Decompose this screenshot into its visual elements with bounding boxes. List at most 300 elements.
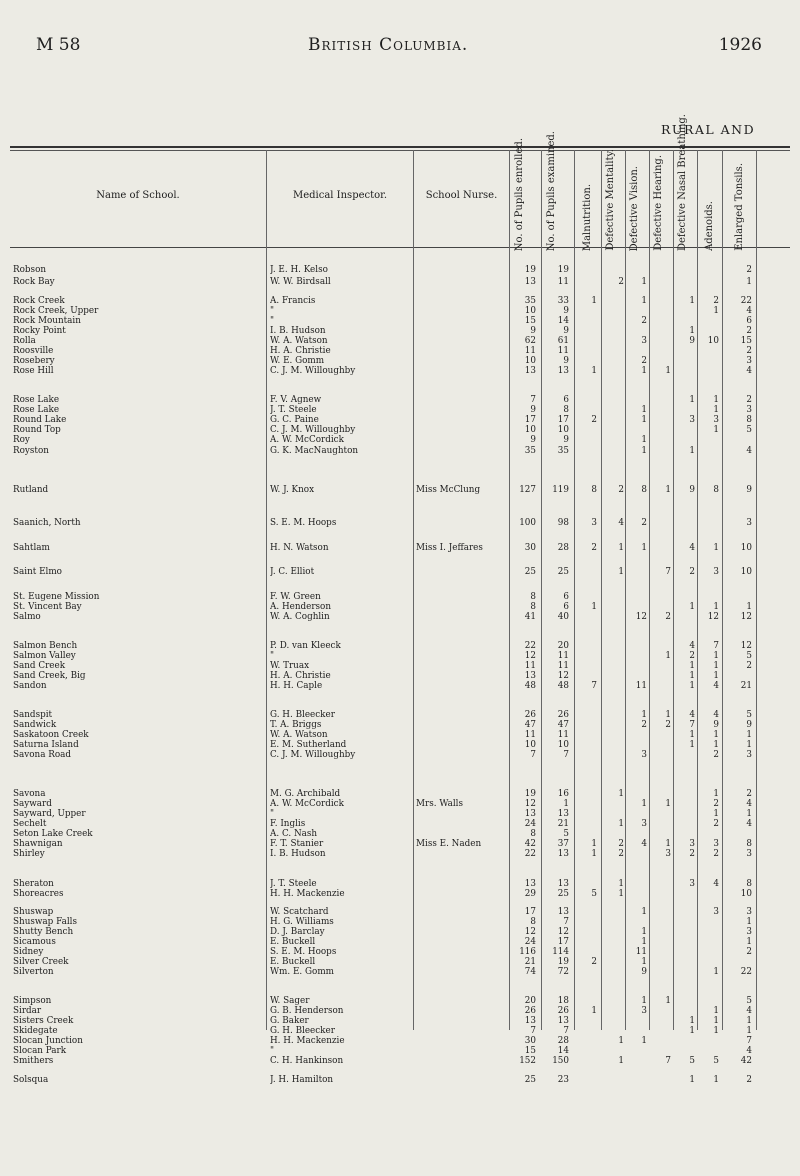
cell-school: Saanich, North bbox=[13, 518, 81, 528]
cell-medical: " bbox=[270, 809, 275, 819]
cell-medical: " bbox=[270, 651, 275, 661]
cell-enrolled: 48 bbox=[524, 681, 536, 691]
cell-school: Slocan Park bbox=[13, 1046, 67, 1056]
cell-vis: 1 bbox=[641, 277, 647, 287]
cell-ton: 3 bbox=[746, 356, 752, 366]
cell-ade: 9 bbox=[713, 720, 719, 730]
cell-nas: 3 bbox=[689, 415, 695, 425]
cell-men: 1 bbox=[618, 789, 624, 799]
cell-vis: 1 bbox=[641, 415, 647, 425]
table-row bbox=[0, 518, 800, 528]
header-hearing: Defective Hearing. bbox=[653, 155, 664, 251]
cell-enrolled: 20 bbox=[524, 996, 536, 1006]
cell-nas: 1 bbox=[689, 296, 695, 306]
cell-medical: A. C. Nash bbox=[270, 829, 318, 839]
cell-examined: 13 bbox=[557, 366, 569, 376]
cell-examined: 6 bbox=[563, 602, 569, 612]
cell-enrolled: 10 bbox=[524, 306, 536, 316]
cell-ade: 7 bbox=[713, 641, 719, 651]
cell-ade: 12 bbox=[707, 612, 719, 622]
cell-examined: 47 bbox=[557, 720, 569, 730]
cell-nas: 1 bbox=[689, 1016, 695, 1026]
cell-mal: 5 bbox=[591, 889, 597, 899]
cell-ton: 10 bbox=[740, 543, 752, 553]
cell-ton: 4 bbox=[746, 306, 752, 316]
cell-school: Sidney bbox=[13, 947, 44, 957]
cell-examined: 18 bbox=[557, 996, 569, 1006]
cell-enrolled: 8 bbox=[530, 829, 536, 839]
table-row bbox=[0, 849, 800, 859]
cell-mal: 3 bbox=[591, 518, 597, 528]
cell-ade: 2 bbox=[713, 750, 719, 760]
cell-medical: S. E. M. Hoops bbox=[270, 518, 337, 528]
cell-medical: W. Sager bbox=[270, 996, 310, 1006]
cell-school: Salmon Bench bbox=[13, 641, 78, 651]
cell-school: Shuswap Falls bbox=[13, 917, 77, 927]
cell-examined: 5 bbox=[563, 829, 569, 839]
cell-enrolled: 10 bbox=[524, 356, 536, 366]
cell-ton: 10 bbox=[740, 889, 752, 899]
cell-ade: 1 bbox=[713, 789, 719, 799]
cell-school: Robson bbox=[13, 265, 47, 275]
cell-mal: 8 bbox=[591, 485, 597, 495]
cell-nas: 2 bbox=[689, 567, 695, 577]
cell-examined: 13 bbox=[557, 849, 569, 859]
cell-enrolled: 30 bbox=[524, 1036, 536, 1046]
cell-medical: H. H. Mackenzie bbox=[270, 889, 345, 899]
cell-examined: 16 bbox=[557, 789, 569, 799]
cell-medical: W. A. Watson bbox=[270, 730, 328, 740]
cell-examined: 7 bbox=[563, 750, 569, 760]
cell-examined: 9 bbox=[563, 326, 569, 336]
cell-examined: 119 bbox=[552, 485, 569, 495]
cell-hea: 1 bbox=[665, 799, 671, 809]
table-top-rule bbox=[10, 146, 790, 148]
cell-vis: 3 bbox=[641, 1006, 647, 1016]
cell-men: 2 bbox=[618, 849, 624, 859]
cell-medical: A. Henderson bbox=[270, 602, 332, 612]
table-row bbox=[0, 740, 800, 750]
cell-examined: 114 bbox=[552, 947, 569, 957]
cell-men: 1 bbox=[618, 879, 624, 889]
cell-school: Rock Creek, Upper bbox=[13, 306, 99, 316]
cell-men: 2 bbox=[618, 839, 624, 849]
cell-ton: 2 bbox=[746, 346, 752, 356]
cell-examined: 26 bbox=[557, 1006, 569, 1016]
cell-hea: 1 bbox=[665, 710, 671, 720]
cell-ton: 3 bbox=[746, 405, 752, 415]
cell-men: 1 bbox=[618, 1036, 624, 1046]
cell-school: Sirdar bbox=[13, 1006, 42, 1016]
cell-examined: 8 bbox=[563, 405, 569, 415]
cell-examined: 33 bbox=[557, 296, 569, 306]
cell-nas: 5 bbox=[689, 1056, 695, 1066]
cell-medical: G. C. Paine bbox=[270, 415, 319, 425]
cell-enrolled: 8 bbox=[530, 602, 536, 612]
table-row bbox=[0, 879, 800, 889]
cell-enrolled: 25 bbox=[524, 1075, 536, 1085]
cell-medical: E. M. Sutherland bbox=[270, 740, 347, 750]
cell-school: Shoreacres bbox=[13, 889, 64, 899]
cell-school: Savona Road bbox=[13, 750, 72, 760]
cell-mal: 1 bbox=[591, 1006, 597, 1016]
cell-ton: 8 bbox=[746, 879, 752, 889]
cell-hea: 1 bbox=[665, 996, 671, 1006]
cell-hea: 2 bbox=[665, 612, 671, 622]
cell-enrolled: 42 bbox=[524, 839, 536, 849]
cell-medical: H. H. Mackenzie bbox=[270, 1036, 345, 1046]
cell-ade: 2 bbox=[713, 849, 719, 859]
cell-examined: 13 bbox=[557, 879, 569, 889]
table-row bbox=[0, 1016, 800, 1026]
cell-school: St. Eugene Mission bbox=[13, 592, 100, 602]
cell-medical: A. Francis bbox=[270, 296, 316, 306]
table-row bbox=[0, 996, 800, 1006]
cell-medical: E. Buckell bbox=[270, 937, 316, 947]
cell-examined: 28 bbox=[557, 1036, 569, 1046]
cell-enrolled: 29 bbox=[524, 889, 536, 899]
cell-school: Sandwick bbox=[13, 720, 57, 730]
cell-examined: 25 bbox=[557, 889, 569, 899]
cell-school: Smithers bbox=[13, 1056, 54, 1066]
cell-nas: 4 bbox=[689, 641, 695, 651]
cell-nas: 1 bbox=[689, 602, 695, 612]
cell-medical: W. Truax bbox=[270, 661, 310, 671]
cell-enrolled: 12 bbox=[524, 927, 536, 937]
header-nasal: Defective Nasal Breathing. bbox=[677, 114, 688, 251]
cell-enrolled: 7 bbox=[530, 750, 536, 760]
cell-medical: W. Scatchard bbox=[270, 907, 329, 917]
header-enrolled: No. of Pupils enrolled. bbox=[514, 137, 525, 251]
cell-ton: 5 bbox=[746, 710, 752, 720]
table-row bbox=[0, 661, 800, 671]
cell-vis: 1 bbox=[641, 1036, 647, 1046]
cell-enrolled: 13 bbox=[524, 366, 536, 376]
cell-school: Sicamous bbox=[13, 937, 56, 947]
cell-enrolled: 152 bbox=[519, 1056, 536, 1066]
cell-enrolled: 7 bbox=[530, 1026, 536, 1036]
cell-enrolled: 100 bbox=[519, 518, 536, 528]
cell-enrolled: 74 bbox=[524, 967, 536, 977]
cell-enrolled: 19 bbox=[524, 265, 536, 275]
cell-ton: 1 bbox=[746, 602, 752, 612]
cell-ton: 21 bbox=[740, 681, 752, 691]
cell-examined: 12 bbox=[557, 927, 569, 937]
table-row bbox=[0, 395, 800, 405]
cell-enrolled: 17 bbox=[524, 907, 536, 917]
cell-ton: 4 bbox=[746, 366, 752, 376]
cell-examined: 21 bbox=[557, 819, 569, 829]
table-row bbox=[0, 809, 800, 819]
cell-ade: 1 bbox=[713, 671, 719, 681]
cell-school: Rosebery bbox=[13, 356, 55, 366]
cell-examined: 17 bbox=[557, 937, 569, 947]
cell-ton: 1 bbox=[746, 740, 752, 750]
cell-enrolled: 30 bbox=[524, 543, 536, 553]
cell-nas: 1 bbox=[689, 395, 695, 405]
cell-medical: F. Inglis bbox=[270, 819, 306, 829]
cell-ton: 9 bbox=[746, 720, 752, 730]
cell-enrolled: 47 bbox=[524, 720, 536, 730]
cell-nurse: Miss McClung bbox=[416, 485, 481, 495]
cell-school: Sayward, Upper bbox=[13, 809, 86, 819]
cell-ton: 1 bbox=[746, 730, 752, 740]
cell-school: Rock Creek bbox=[13, 296, 65, 306]
cell-medical: M. G. Archibald bbox=[270, 789, 341, 799]
cell-examined: 9 bbox=[563, 435, 569, 445]
cell-examined: 7 bbox=[563, 1026, 569, 1036]
cell-ade: 1 bbox=[713, 740, 719, 750]
cell-examined: 26 bbox=[557, 710, 569, 720]
cell-enrolled: 13 bbox=[524, 277, 536, 287]
cell-vis: 11 bbox=[635, 947, 647, 957]
cell-vis: 4 bbox=[641, 839, 647, 849]
cell-nurse: Miss I. Jeffares bbox=[416, 543, 483, 553]
table-row bbox=[0, 1036, 800, 1046]
cell-medical: I. B. Hudson bbox=[270, 326, 326, 336]
cell-nas: 1 bbox=[689, 326, 695, 336]
table-row bbox=[0, 356, 800, 366]
cell-school: Silverton bbox=[13, 967, 54, 977]
cell-ton: 22 bbox=[740, 296, 752, 306]
cell-examined: 13 bbox=[557, 809, 569, 819]
cell-ton: 4 bbox=[746, 819, 752, 829]
cell-nas: 2 bbox=[689, 651, 695, 661]
cell-nurse: Miss E. Naden bbox=[416, 839, 482, 849]
cell-school: Saturna Island bbox=[13, 740, 79, 750]
cell-examined: 6 bbox=[563, 395, 569, 405]
table-row bbox=[0, 316, 800, 326]
cell-medical: " bbox=[270, 1046, 275, 1056]
cell-medical: Wm. E. Gomm bbox=[270, 967, 334, 977]
cell-enrolled: 12 bbox=[524, 651, 536, 661]
cell-vis: 3 bbox=[641, 819, 647, 829]
cell-medical: C. J. M. Willoughby bbox=[270, 366, 356, 376]
table-row bbox=[0, 641, 800, 651]
cell-medical: D. J. Barclay bbox=[270, 927, 325, 937]
cell-ade: 1 bbox=[713, 1016, 719, 1026]
cell-men: 1 bbox=[618, 543, 624, 553]
cell-men: 2 bbox=[618, 277, 624, 287]
table-row bbox=[0, 296, 800, 306]
cell-ton: 1 bbox=[746, 1016, 752, 1026]
cell-ton: 2 bbox=[746, 789, 752, 799]
cell-vis: 1 bbox=[641, 543, 647, 553]
cell-examined: 72 bbox=[557, 967, 569, 977]
cell-vis: 1 bbox=[641, 799, 647, 809]
cell-hea: 2 bbox=[665, 720, 671, 730]
cell-examined: 20 bbox=[557, 641, 569, 651]
table-row bbox=[0, 1026, 800, 1036]
cell-ton: 42 bbox=[740, 1056, 752, 1066]
cell-enrolled: 17 bbox=[524, 415, 536, 425]
cell-enrolled: 9 bbox=[530, 405, 536, 415]
cell-medical: P. D. van Kleeck bbox=[270, 641, 341, 651]
cell-mal: 2 bbox=[591, 543, 597, 553]
table-row bbox=[0, 917, 800, 927]
cell-ade: 3 bbox=[713, 839, 719, 849]
cell-ton: 2 bbox=[746, 1075, 752, 1085]
table-row bbox=[0, 366, 800, 376]
cell-school: Rolla bbox=[13, 336, 36, 346]
cell-school: Sand Creek, Big bbox=[13, 671, 86, 681]
cell-examined: 25 bbox=[557, 567, 569, 577]
table-row bbox=[0, 819, 800, 829]
cell-ade: 3 bbox=[713, 567, 719, 577]
cell-ade: 4 bbox=[713, 879, 719, 889]
cell-examined: 14 bbox=[557, 1046, 569, 1056]
cell-ton: 7 bbox=[746, 1036, 752, 1046]
cell-school: St. Vincent Bay bbox=[13, 602, 82, 612]
cell-ton: 15 bbox=[740, 336, 752, 346]
cell-vis: 11 bbox=[635, 681, 647, 691]
table-row bbox=[0, 889, 800, 899]
cell-school: Salmo bbox=[13, 612, 41, 622]
cell-ade: 1 bbox=[713, 651, 719, 661]
cell-hea: 7 bbox=[665, 1056, 671, 1066]
cell-ade: 1 bbox=[713, 543, 719, 553]
cell-enrolled: 11 bbox=[524, 730, 536, 740]
cell-vis: 9 bbox=[641, 967, 647, 977]
cell-enrolled: 8 bbox=[530, 917, 536, 927]
cell-examined: 37 bbox=[557, 839, 569, 849]
cell-examined: 35 bbox=[557, 446, 569, 456]
cell-nas: 4 bbox=[689, 710, 695, 720]
cell-vis: 2 bbox=[641, 518, 647, 528]
cell-enrolled: 41 bbox=[524, 612, 536, 622]
cell-medical: W. J. Knox bbox=[270, 485, 315, 495]
cell-enrolled: 13 bbox=[524, 809, 536, 819]
header-vision: Defective Vision. bbox=[629, 165, 640, 251]
cell-ton: 4 bbox=[746, 799, 752, 809]
cell-medical: F. V. Agnew bbox=[270, 395, 322, 405]
cell-ton: 8 bbox=[746, 415, 752, 425]
cell-ade: 1 bbox=[713, 1075, 719, 1085]
cell-examined: 11 bbox=[557, 730, 569, 740]
table-row bbox=[0, 927, 800, 937]
cell-medical: J. H. Hamilton bbox=[270, 1075, 334, 1085]
cell-ton: 9 bbox=[746, 485, 752, 495]
cell-ade: 2 bbox=[713, 296, 719, 306]
cell-nas: 1 bbox=[689, 740, 695, 750]
table-row bbox=[0, 967, 800, 977]
cell-vis: 1 bbox=[641, 957, 647, 967]
table-row bbox=[0, 1006, 800, 1016]
cell-examined: 12 bbox=[557, 671, 569, 681]
cell-school: Sahtlam bbox=[13, 543, 50, 553]
cell-nas: 1 bbox=[689, 1075, 695, 1085]
page-year: 1926 bbox=[718, 35, 762, 55]
cell-examined: 13 bbox=[557, 1016, 569, 1026]
cell-school: Savona bbox=[13, 789, 46, 799]
table-row bbox=[0, 839, 800, 849]
cell-men: 1 bbox=[618, 1056, 624, 1066]
cell-school: Slocan Junction bbox=[13, 1036, 83, 1046]
cell-medical: J. T. Steele bbox=[270, 879, 317, 889]
cell-school: Rutland bbox=[13, 485, 49, 495]
cell-mal: 1 bbox=[591, 366, 597, 376]
cell-hea: 1 bbox=[665, 651, 671, 661]
cell-school: Shutty Bench bbox=[13, 927, 74, 937]
cell-enrolled: 35 bbox=[524, 296, 536, 306]
header-school: Name of School. bbox=[96, 190, 180, 201]
cell-school: Round Lake bbox=[13, 415, 67, 425]
cell-nas: 1 bbox=[689, 671, 695, 681]
cell-ton: 3 bbox=[746, 907, 752, 917]
cell-vis: 12 bbox=[635, 612, 647, 622]
table-row bbox=[0, 336, 800, 346]
table-row bbox=[0, 957, 800, 967]
cell-medical: G. Baker bbox=[270, 1016, 309, 1026]
cell-enrolled: 24 bbox=[524, 937, 536, 947]
cell-ade: 4 bbox=[713, 681, 719, 691]
cell-examined: 10 bbox=[557, 425, 569, 435]
table-row bbox=[0, 405, 800, 415]
cell-medical: W. A. Coghlin bbox=[270, 612, 330, 622]
cell-ton: 8 bbox=[746, 839, 752, 849]
cell-school: Sheraton bbox=[13, 879, 54, 889]
cell-medical: H. A. Christie bbox=[270, 346, 331, 356]
cell-school: Saskatoon Creek bbox=[13, 730, 89, 740]
table-row bbox=[0, 681, 800, 691]
cell-ton: 1 bbox=[746, 1026, 752, 1036]
cell-ade: 1 bbox=[713, 425, 719, 435]
table-row bbox=[0, 602, 800, 612]
cell-enrolled: 15 bbox=[524, 316, 536, 326]
cell-vis: 2 bbox=[641, 316, 647, 326]
cell-ton: 3 bbox=[746, 750, 752, 760]
cell-vis: 3 bbox=[641, 750, 647, 760]
header-mentality: Defective Mentality. bbox=[605, 149, 616, 251]
cell-school: Sechelt bbox=[13, 819, 47, 829]
cell-ton: 2 bbox=[746, 395, 752, 405]
cell-enrolled: 26 bbox=[524, 1006, 536, 1016]
cell-enrolled: 21 bbox=[524, 957, 536, 967]
cell-examined: 17 bbox=[557, 415, 569, 425]
table-row bbox=[0, 543, 800, 553]
cell-ade: 1 bbox=[713, 809, 719, 819]
table-row bbox=[0, 937, 800, 947]
cell-ade: 4 bbox=[713, 710, 719, 720]
cell-enrolled: 11 bbox=[524, 661, 536, 671]
cell-vis: 2 bbox=[641, 356, 647, 366]
cell-examined: 6 bbox=[563, 592, 569, 602]
table-row bbox=[0, 265, 800, 275]
cell-mal: 1 bbox=[591, 839, 597, 849]
cell-examined: 48 bbox=[557, 681, 569, 691]
cell-school: Rock Mountain bbox=[13, 316, 81, 326]
cell-mal: 1 bbox=[591, 849, 597, 859]
cell-vis: 8 bbox=[641, 485, 647, 495]
cell-medical: " bbox=[270, 316, 275, 326]
cell-enrolled: 22 bbox=[524, 641, 536, 651]
cell-ade: 1 bbox=[713, 306, 719, 316]
cell-ton: 4 bbox=[746, 1046, 752, 1056]
cell-examined: 11 bbox=[557, 651, 569, 661]
cell-ton: 2 bbox=[746, 947, 752, 957]
cell-enrolled: 10 bbox=[524, 425, 536, 435]
table-row bbox=[0, 306, 800, 316]
cell-medical: G. H. Bleecker bbox=[270, 710, 335, 720]
cell-examined: 150 bbox=[552, 1056, 569, 1066]
cell-nas: 9 bbox=[689, 336, 695, 346]
table-row bbox=[0, 720, 800, 730]
cell-ton: 3 bbox=[746, 927, 752, 937]
cell-vis: 1 bbox=[641, 996, 647, 1006]
cell-ton: 4 bbox=[746, 1006, 752, 1016]
table-row bbox=[0, 1075, 800, 1085]
cell-ade: 1 bbox=[713, 395, 719, 405]
